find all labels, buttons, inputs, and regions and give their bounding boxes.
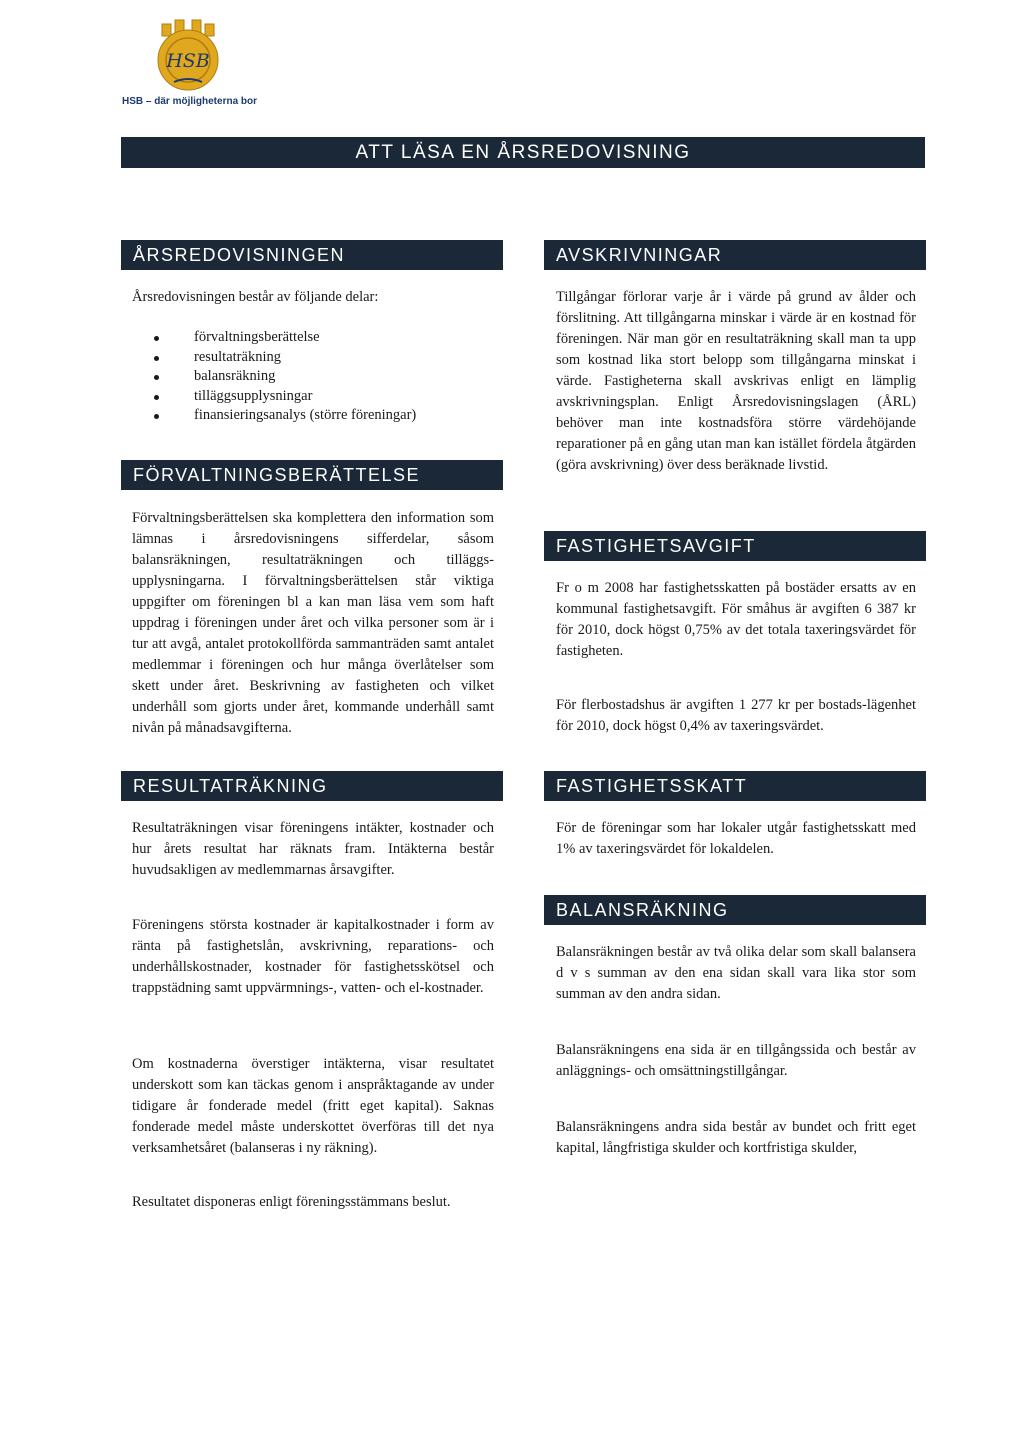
arsredovisningen-list bbox=[148, 328, 416, 426]
page-title: ATT LÄSA EN ÅRSREDOVISNING bbox=[121, 137, 925, 168]
resultatrakning-paragraph: Resultaträkningen visar föreningens intäkter, kostnader och hur årets resultat har räknats fram. Intäkterna består huvudsakligen av medlemmarnas årsavgifter. bbox=[132, 820, 494, 878]
section-heading-avskrivningar: AVSKRIVNINGAR bbox=[544, 240, 926, 270]
balansrakning-paragraph: Balansräkningens ena sida är en tillgångssida och består av anläggnings- och omsättningstillgångar. bbox=[556, 1042, 916, 1079]
section-heading-fastighetsavgift: FASTIGHETSAVGIFT bbox=[544, 531, 926, 561]
list-item: förvaltningsberättelse bbox=[148, 328, 416, 348]
forvaltningsberattelse-text: Förvaltningsberättelsen ska komplettera den information som lämnas i årsredovisningens sifferdelar, såsom balansräkningen, resultaträkningen och tilläggs-upplysningarna. I förvaltningsberättelsen står viktiga uppgifter om föreningen bl a kan man läsa vem som haft uppdrag i föreningen under året och vilka personer som är i tur att avgå, antalet protokollförda sammanträden samt antalet medlemmar i föreningen och hur många överlåtelser som skett under året. Beskrivning av fastigheten och vilket underhåll som gjorts under året, kommande underhåll samt nivån på månadsavgifterna. bbox=[132, 510, 494, 736]
section-heading-arsredovisningen: ÅRSREDOVISNINGEN bbox=[121, 240, 503, 270]
fastighetsskatt-text: För de föreningar som har lokaler utgår fastighetsskatt med 1% av taxeringsvärdet för lokaldelen. bbox=[556, 820, 916, 857]
balansrakning-paragraph: Balansräkningens andra sida består av bundet och fritt eget kapital, långfristiga skulder och kortfristiga skulder, bbox=[556, 1119, 916, 1156]
fastighetsavgift-paragraph: Fr o m 2008 har fastighetsskatten på bostäder ersatts av en kommunal fastighetsavgift. För småhus är avgiften 6 387 kr för 2010, dock högst 0,75% av det totala taxeringsvärdet för fastigheten. bbox=[556, 580, 916, 659]
tagline: HSB – där möjligheterna bor bbox=[122, 96, 258, 107]
fastighetsavgift-paragraph: För flerbostadshus är avgiften 1 277 kr per bostads-lägenhet för 2010, dock högst 0,4% av taxeringsvärdet. bbox=[556, 697, 916, 734]
section-heading-fastighetsskatt: FASTIGHETSSKATT bbox=[544, 771, 926, 801]
resultatrakning-paragraph: Föreningens största kostnader är kapitalkostnader i form av ränta på fastighetslån, avskrivning, reparations- och underhållskostnader, kostnader för fastighetsskötsel och trappstädning samt uppvärmnings-, vatten- och el-kostnader. bbox=[132, 917, 494, 996]
resultatrakning-paragraph: Om kostnaderna överstiger intäkterna, visar resultatet underskott som kan täckas genom i anspråktagande av under tidigare år fonderade medel (fritt eget kapital). Saknas fonderade medel måste underskottet överföras till det nya verksamhetsåret (balanseras i ny räkning). bbox=[132, 1056, 494, 1156]
section-heading-forvaltningsberattelse: FÖRVALTNINGSBERÄTTELSE bbox=[121, 460, 503, 490]
section-heading-balansrakning: BALANSRÄKNING bbox=[544, 895, 926, 925]
list-item: tilläggsupplysningar bbox=[148, 387, 416, 407]
svg-text:HSB: HSB bbox=[166, 50, 210, 72]
list-item: finansieringsanalys (större föreningar) bbox=[148, 406, 416, 426]
balansrakning-paragraph: Balansräkningen består av två olika delar som skall balansera d v s summan av den ena sidan skall vara lika stor som summan av den andra sidan. bbox=[556, 944, 916, 1002]
list-item: balansräkning bbox=[148, 367, 416, 387]
list-item: resultaträkning bbox=[148, 348, 416, 368]
avskrivningar-text: Tillgångar förlorar varje år i värde på grund av ålder och förslitning. Att tillgångarna minskar i värde är en kostnad för föreningen. När man gör en resultaträkning skall man ta upp som kostnad lika stort belopp som tillgångarna minskat i värde. Fastigheterna skall avskrivas enligt en lämplig avskrivningsplan. Enligt Årsredovisningslagen (ÅRL) behöver man inte kostnadsföra större värdehöjande reparationer på en gång utan man kan istället fördela åtgärden (göra avskrivning) över dess beräknade livstid. bbox=[556, 289, 916, 473]
arsredovisningen-intro: Årsredovisningen består av följande delar: bbox=[132, 289, 379, 305]
resultatrakning-paragraph: Resultatet disponeras enligt föreningsstämmans beslut. bbox=[132, 1194, 451, 1210]
section-heading-resultatrakning: RESULTATRÄKNING bbox=[121, 771, 503, 801]
hsb-logo bbox=[148, 18, 228, 98]
